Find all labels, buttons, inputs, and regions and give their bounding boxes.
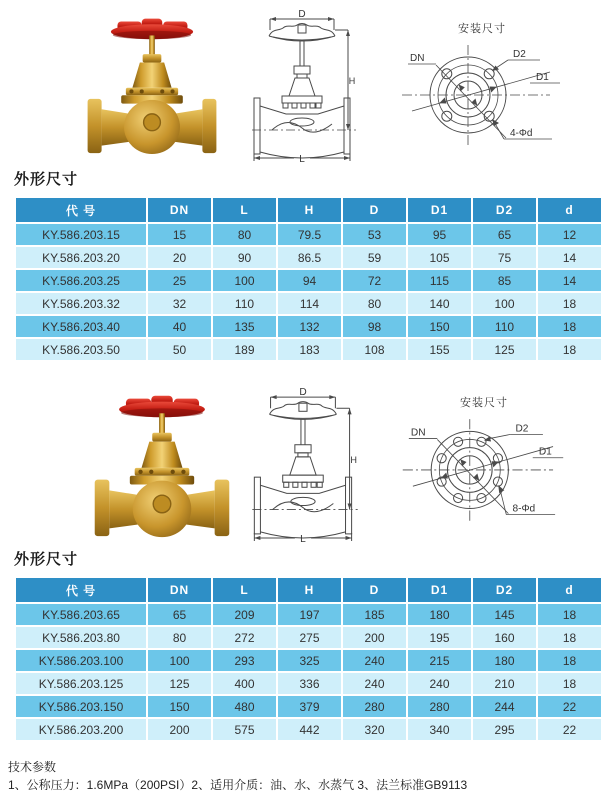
dimension-cell: 200 <box>343 627 406 648</box>
model-code-cell: KY.586.203.125 <box>16 673 146 694</box>
dimension-cell: 98 <box>343 316 406 337</box>
dimension-cell: 95 <box>408 224 471 245</box>
dimension-cell: 18 <box>538 316 601 337</box>
column-header: L <box>213 198 276 222</box>
table-row <box>16 270 601 291</box>
valve-dimension-drawing <box>252 388 358 542</box>
dim-label-l: L <box>300 534 306 542</box>
dimension-cell: 110 <box>473 316 536 337</box>
dimension-cell: 272 <box>213 627 276 648</box>
column-header: D1 <box>408 198 471 222</box>
dimension-cell: 75 <box>473 247 536 268</box>
flange-label-dn: DN <box>410 53 425 64</box>
dimension-cell: 100 <box>213 270 276 291</box>
dimension-cell: 280 <box>408 696 471 717</box>
flange-label-d1: D1 <box>538 446 552 458</box>
install-title: 安装尺寸 <box>458 23 506 35</box>
dimension-cell: 94 <box>278 270 341 291</box>
dimension-cell: 240 <box>343 673 406 694</box>
dimension-cell: 244 <box>473 696 536 717</box>
dimension-cell: 105 <box>408 247 471 268</box>
dimension-cell: 240 <box>408 673 471 694</box>
dimension-cell: 80 <box>213 224 276 245</box>
dimension-cell: 125 <box>473 339 536 360</box>
table-row <box>16 627 601 648</box>
dimension-cell: 65 <box>148 604 211 625</box>
dimension-cell: 209 <box>213 604 276 625</box>
dimension-cell: 150 <box>408 316 471 337</box>
dimension-cell: 80 <box>148 627 211 648</box>
dimension-cell: 197 <box>278 604 341 625</box>
dimension-cell: 145 <box>473 604 536 625</box>
dimension-cell: 575 <box>213 719 276 740</box>
dimension-cell: 18 <box>538 339 601 360</box>
model-code-cell: KY.586.203.65 <box>16 604 146 625</box>
dimension-cell: 72 <box>343 270 406 291</box>
column-header: d <box>538 198 601 222</box>
dim-label-l: L <box>299 154 305 162</box>
column-header: H <box>278 578 341 602</box>
valve-photo-figure <box>82 6 222 162</box>
model-code-cell: KY.586.203.20 <box>16 247 146 268</box>
table-row <box>16 293 601 314</box>
dimension-cell: 80 <box>343 293 406 314</box>
dimension-cell: 200 <box>148 719 211 740</box>
dimension-cell: 12 <box>538 224 601 245</box>
dimension-cell: 40 <box>148 316 211 337</box>
dimension-cell: 295 <box>473 719 536 740</box>
dimension-cell: 135 <box>213 316 276 337</box>
table-row <box>16 604 601 625</box>
dimension-cell: 85 <box>473 270 536 291</box>
dimension-cell: 22 <box>538 719 601 740</box>
installation-figure <box>398 394 570 545</box>
column-header: D <box>343 198 406 222</box>
flange-label-boltnote: 8-Φd <box>512 503 536 515</box>
column-header: D <box>343 578 406 602</box>
dimension-cell: 293 <box>213 650 276 671</box>
dimension-cell: 65 <box>473 224 536 245</box>
dimension-cell: 79.5 <box>278 224 341 245</box>
dim-label-d: D <box>298 10 306 20</box>
dimension-cell: 480 <box>213 696 276 717</box>
dimension-cell: 210 <box>473 673 536 694</box>
dimension-cell: 100 <box>148 650 211 671</box>
dimension-cell: 325 <box>278 650 341 671</box>
dimension-cell: 180 <box>408 604 471 625</box>
dimension-cell: 379 <box>278 696 341 717</box>
dimension-cell: 108 <box>343 339 406 360</box>
dimension-cell: 140 <box>408 293 471 314</box>
dimension-cell: 18 <box>538 604 601 625</box>
dimension-cell: 25 <box>148 270 211 291</box>
dim-label-h: H <box>348 76 356 86</box>
dimension-cell: 336 <box>278 673 341 694</box>
dimension-cell: 240 <box>343 650 406 671</box>
flange-label-d2: D2 <box>513 49 526 60</box>
dimension-cell: 22 <box>538 696 601 717</box>
dimension-cell: 14 <box>538 247 601 268</box>
dim-label-d: D <box>299 388 307 399</box>
column-header: H <box>278 198 341 222</box>
dimension-cell: 185 <box>343 604 406 625</box>
dimension-cell: 59 <box>343 247 406 268</box>
dimension-cell: 86.5 <box>278 247 341 268</box>
table-header-row <box>16 198 601 222</box>
flange-label-d2: D2 <box>515 423 529 435</box>
model-code-cell: KY.586.203.100 <box>16 650 146 671</box>
dimension-cell: 18 <box>538 673 601 694</box>
model-code-cell: KY.586.203.40 <box>16 316 146 337</box>
dimension-cell: 18 <box>538 293 601 314</box>
flange-diagram-8hole <box>398 410 570 540</box>
dim-label-h: H <box>350 454 357 465</box>
dimension-cell: 275 <box>278 627 341 648</box>
dimension-cell: 110 <box>213 293 276 314</box>
dimension-cell: 100 <box>473 293 536 314</box>
table-row <box>16 224 601 245</box>
dimension-cell: 20 <box>148 247 211 268</box>
dimension-cell: 150 <box>148 696 211 717</box>
column-header: D1 <box>408 578 471 602</box>
column-header: DN <box>148 578 211 602</box>
dimension-cell: 195 <box>408 627 471 648</box>
model-code-cell: KY.586.203.200 <box>16 719 146 740</box>
dimension-cell: 280 <box>343 696 406 717</box>
installation-figure <box>398 20 566 169</box>
table-row <box>16 696 601 717</box>
table-row <box>16 247 601 268</box>
section-heading: 外形尺寸 <box>14 551 79 568</box>
model-code-cell: KY.586.203.15 <box>16 224 146 245</box>
model-code-cell: KY.586.203.150 <box>16 696 146 717</box>
valve-photo-figure <box>88 386 236 542</box>
column-header: D2 <box>473 198 536 222</box>
dimension-cell: 18 <box>538 650 601 671</box>
table-row <box>16 316 601 337</box>
valve-dimension-drawing <box>252 10 356 162</box>
dimension-cell: 50 <box>148 339 211 360</box>
dimension-cell: 340 <box>408 719 471 740</box>
dimension-cell: 114 <box>278 293 341 314</box>
column-header: D2 <box>473 578 536 602</box>
dimension-cell: 189 <box>213 339 276 360</box>
table-header-row <box>16 578 601 602</box>
dimension-table-1 <box>14 196 603 362</box>
model-code-cell: KY.586.203.50 <box>16 339 146 360</box>
dimension-cell: 160 <box>473 627 536 648</box>
column-header: L <box>213 578 276 602</box>
column-header: 代 号 <box>16 198 146 222</box>
dimension-cell: 14 <box>538 270 601 291</box>
dimension-cell: 53 <box>343 224 406 245</box>
table-row <box>16 339 601 360</box>
tech-params-title: 技术参数 <box>8 760 57 774</box>
column-header: DN <box>148 198 211 222</box>
dimension-cell: 115 <box>408 270 471 291</box>
dimension-cell: 183 <box>278 339 341 360</box>
dimension-cell: 90 <box>213 247 276 268</box>
dimension-cell: 180 <box>473 650 536 671</box>
dimension-table-2 <box>14 576 603 742</box>
column-header: d <box>538 578 601 602</box>
dimension-cell: 132 <box>278 316 341 337</box>
tech-params-line: 1、公称压力：1.6MPa（200PSI）2、适用介质：油、水、水蒸气 3、法兰标准GB9113 <box>8 778 468 792</box>
dimension-cell: 442 <box>278 719 341 740</box>
dimension-cell: 18 <box>538 627 601 648</box>
dimension-cell: 32 <box>148 293 211 314</box>
dimension-cell: 125 <box>148 673 211 694</box>
table-row <box>16 719 601 740</box>
model-code-cell: KY.586.203.32 <box>16 293 146 314</box>
flange-label-d1: D1 <box>536 72 549 83</box>
flange-label-dn: DN <box>410 427 426 439</box>
dimension-cell: 215 <box>408 650 471 671</box>
model-code-cell: KY.586.203.25 <box>16 270 146 291</box>
table-row <box>16 673 601 694</box>
install-title: 安装尺寸 <box>460 397 508 409</box>
dimension-cell: 15 <box>148 224 211 245</box>
dimension-cell: 320 <box>343 719 406 740</box>
dimension-cell: 155 <box>408 339 471 360</box>
flange-label-boltnote: 4-Φd <box>510 128 533 139</box>
model-code-cell: KY.586.203.80 <box>16 627 146 648</box>
section-heading: 外形尺寸 <box>14 171 79 188</box>
column-header: 代 号 <box>16 578 146 602</box>
table-row <box>16 650 601 671</box>
dimension-cell: 400 <box>213 673 276 694</box>
flange-diagram-4hole <box>398 36 566 164</box>
